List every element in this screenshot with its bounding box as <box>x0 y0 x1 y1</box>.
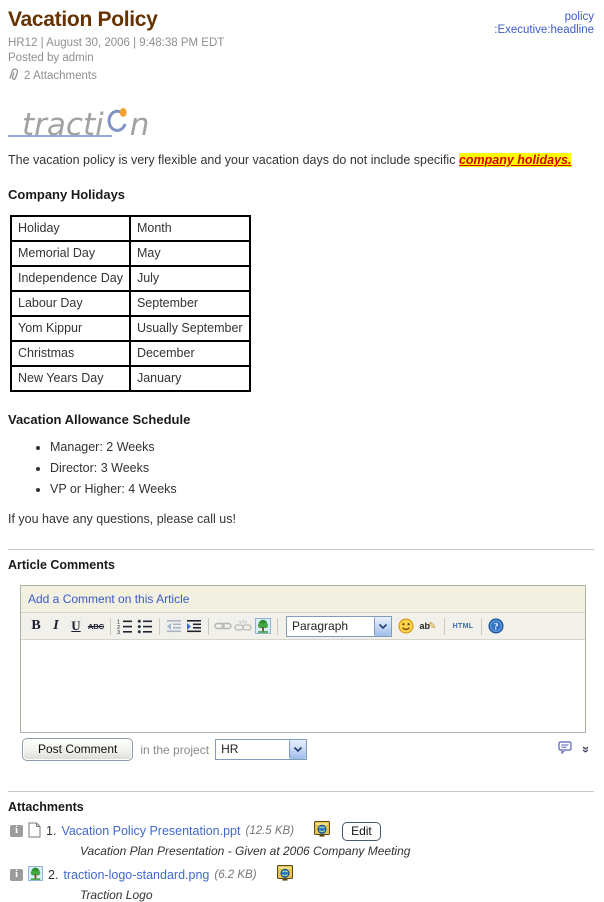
article-header <box>8 8 594 84</box>
allowance-item-vp: VP or Higher: 4 Weeks <box>50 482 177 496</box>
allowance-item-director: Director: 3 Weeks <box>50 461 150 475</box>
page-title: Vacation Policy <box>8 8 158 31</box>
table-header-month: Month <box>130 216 250 241</box>
comment-editor-header <box>21 586 585 613</box>
attachment-size: (12.5 KB) <box>245 825 295 837</box>
edit-attachment-button[interactable]: Edit <box>342 822 381 841</box>
section-divider <box>8 549 594 550</box>
editor-toolbar <box>21 613 585 640</box>
table-row <box>11 241 250 266</box>
format-select-value: Paragraph <box>292 618 349 633</box>
label-policy[interactable]: policy <box>564 11 594 23</box>
table-row <box>11 266 250 291</box>
attachment-description: Vacation Plan Presentation - Given at 2006 Company Meeting <box>80 844 411 858</box>
info-icon[interactable]: i <box>10 869 23 881</box>
attachment-link[interactable]: Vacation Policy Presentation.ppt <box>61 824 241 838</box>
logo-o-icon <box>106 107 129 143</box>
comment-bubble-icon[interactable] <box>558 741 573 759</box>
toolbar-separator <box>159 618 160 635</box>
attachments-count-line[interactable] <box>8 67 224 84</box>
attachments-heading: Attachments <box>8 800 84 814</box>
bullet-list-button[interactable] <box>135 616 155 636</box>
document-icon <box>28 822 41 841</box>
attachments-count: 2 Attachments <box>24 69 97 82</box>
intro-paragraph <box>8 153 594 167</box>
allowance-item-manager: Manager: 2 Weeks <box>50 440 155 454</box>
svg-text:3: 3 <box>117 630 121 636</box>
company-holidays-heading: Company Holidays <box>8 187 126 202</box>
attachment-number: 1. <box>46 824 57 838</box>
section-divider <box>8 791 594 792</box>
comment-editor <box>20 585 586 733</box>
attachment-size: (6.2 KB) <box>214 869 257 881</box>
chevron-down-icon <box>374 617 391 636</box>
intro-text: The vacation policy is very flexible and your vacation days do not include specific <box>8 153 459 167</box>
spellcheck-button[interactable]: ab ✎ <box>419 620 437 632</box>
article-meta: HR12 | August 30, 2006 | 9:48:38 PM EDT <box>8 37 225 49</box>
table-cell: Independence Day <box>11 266 130 291</box>
html-source-button[interactable]: HTML <box>452 622 474 630</box>
table-cell: Yom Kippur <box>11 316 130 341</box>
table-header-row <box>11 216 250 241</box>
in-project-label: in the project <box>140 742 210 757</box>
attachment-row <box>10 865 594 885</box>
table-cell: Labour Day <box>11 291 130 316</box>
bold-button[interactable]: B <box>31 618 41 633</box>
svg-text:2: 2 <box>117 625 121 631</box>
comment-text-area[interactable] <box>21 640 585 732</box>
posted-by: Posted by admin <box>8 52 94 64</box>
toolbar-separator <box>277 618 278 635</box>
open-in-browser-icon[interactable] <box>276 865 294 885</box>
emoticon-button[interactable] <box>396 616 416 636</box>
allowance-heading: Vacation Allowance Schedule <box>8 412 191 427</box>
attachment-number: 2. <box>48 868 59 882</box>
indent-button[interactable] <box>184 616 204 636</box>
logo-text-left: tracti <box>22 107 104 143</box>
list-item <box>50 461 594 475</box>
post-comment-row <box>22 738 594 761</box>
post-comment-button[interactable]: Post Comment <box>22 738 133 761</box>
strikethrough-button[interactable]: ABC <box>87 621 105 631</box>
table-row <box>11 341 250 366</box>
pencil-icon: ✎ <box>428 620 437 632</box>
table-header-holiday: Holiday <box>11 216 130 241</box>
info-icon[interactable]: i <box>10 825 23 837</box>
toolbar-separator <box>208 618 209 635</box>
underline-button[interactable]: U <box>71 618 81 633</box>
closing-text: If you have any questions, please call us! <box>8 512 236 526</box>
add-comment-link[interactable]: Add a Comment on this Article <box>28 592 190 606</box>
header-left <box>8 8 224 84</box>
table-cell: May <box>130 241 250 266</box>
toolbar-separator <box>110 618 111 635</box>
image-file-icon <box>28 866 43 884</box>
table-row <box>11 366 250 391</box>
project-select[interactable] <box>215 739 307 760</box>
traction-logo <box>22 100 172 143</box>
toolbar-separator <box>481 618 482 635</box>
open-in-browser-icon[interactable] <box>313 821 331 841</box>
table-cell: Memorial Day <box>11 241 130 266</box>
attachment-link[interactable]: traction-logo-standard.png <box>63 868 210 882</box>
table-row <box>11 316 250 341</box>
insert-image-button[interactable] <box>253 616 273 636</box>
collapse-chevrons-icon[interactable]: « <box>576 745 592 754</box>
numbered-list-button[interactable] <box>115 616 135 636</box>
label-executive-headline[interactable]: :Executive:headline <box>494 24 594 36</box>
company-holidays-link[interactable]: company holidays. <box>458 153 572 167</box>
chevron-down-icon <box>289 740 306 759</box>
toolbar-separator <box>444 618 445 635</box>
table-cell: July <box>130 266 250 291</box>
list-item <box>50 440 594 454</box>
help-button[interactable] <box>486 616 506 636</box>
svg-text:1: 1 <box>117 619 121 626</box>
table-cell: September <box>130 291 250 316</box>
holidays-table <box>10 215 251 392</box>
allowance-list <box>50 440 594 496</box>
editor-corner-controls <box>558 741 594 759</box>
italic-button[interactable]: I <box>53 618 59 633</box>
table-cell: New Years Day <box>11 366 130 391</box>
list-item <box>50 482 594 496</box>
attachment-description: Traction Logo <box>80 888 153 902</box>
logo-text-right: n <box>129 107 150 143</box>
format-select[interactable] <box>286 616 392 637</box>
attachment-row <box>10 821 594 841</box>
article-comments-heading: Article Comments <box>8 558 115 572</box>
svg-text:?: ? <box>493 622 499 633</box>
paperclip-icon <box>8 67 20 84</box>
unlink-button[interactable] <box>233 616 253 636</box>
table-row <box>11 291 250 316</box>
table-cell: January <box>130 366 250 391</box>
table-cell: Christmas <box>11 341 130 366</box>
outdent-button[interactable] <box>164 616 184 636</box>
project-select-value: HR <box>221 742 239 756</box>
table-cell: December <box>130 341 250 366</box>
insert-link-button[interactable] <box>213 616 233 636</box>
article-labels <box>494 8 594 84</box>
table-cell: Usually September <box>130 316 250 341</box>
